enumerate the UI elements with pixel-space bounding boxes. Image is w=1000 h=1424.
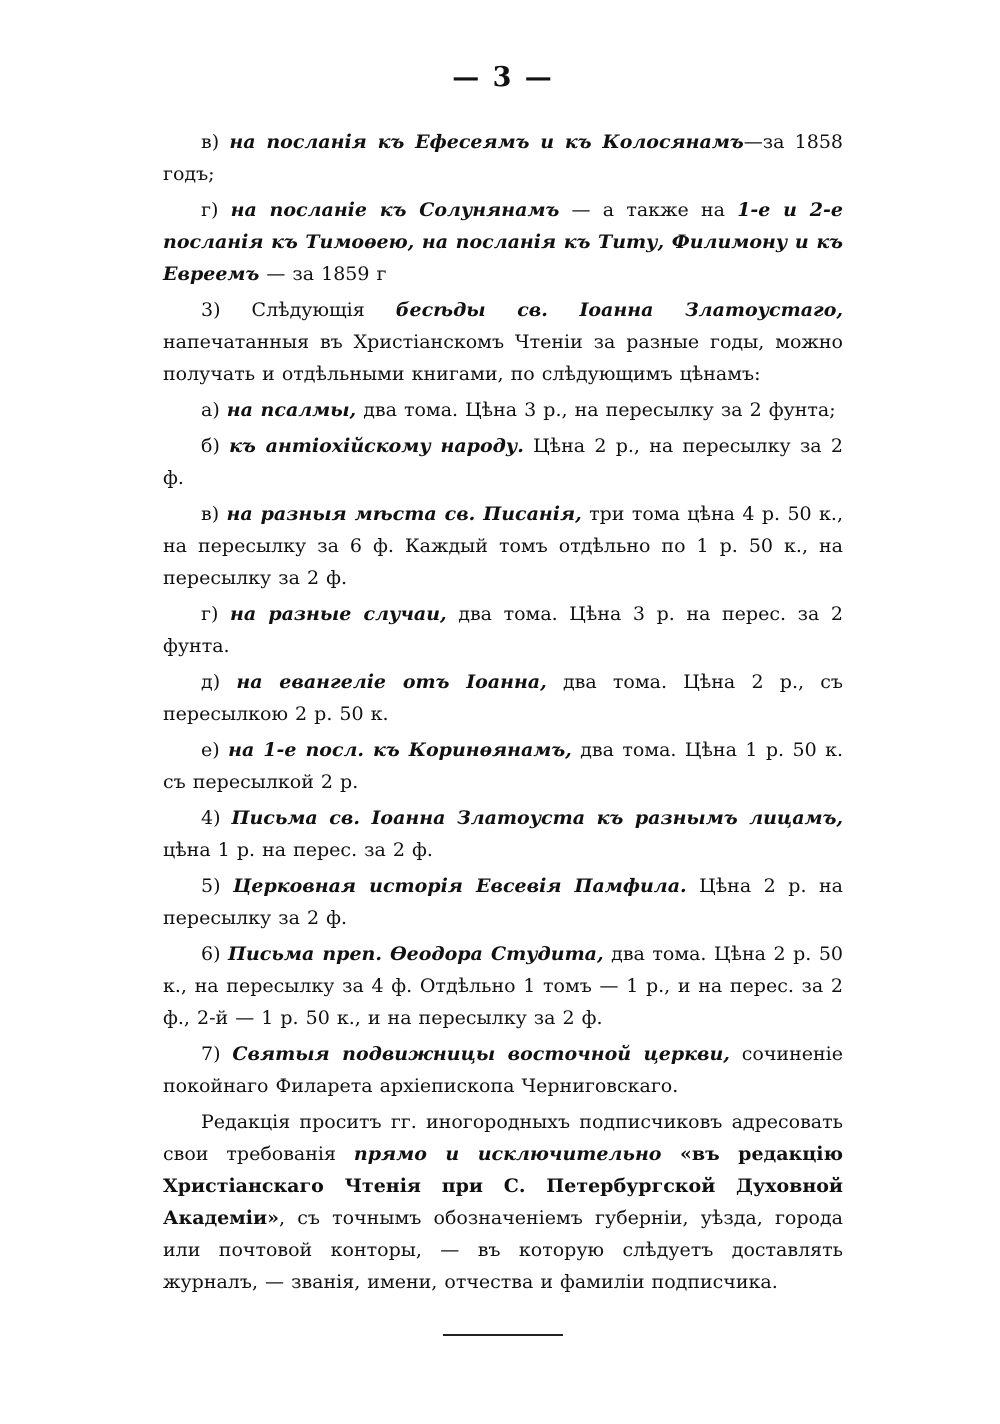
item-prefix: в) bbox=[201, 131, 230, 153]
item-text: три тома цѣна 4 р. 50 к., на пересылку за 6 ф. Каждый томъ отдѣльно по 1 р. 50 к., на пересылку за 2 ф. bbox=[163, 503, 843, 589]
list-item-4 bbox=[163, 802, 843, 866]
closing-paragraph bbox=[163, 1106, 843, 1298]
item-prefix: 4) bbox=[201, 807, 232, 829]
item-prefix: д) bbox=[201, 671, 237, 693]
list-item-6 bbox=[163, 938, 843, 1034]
item-text: Цѣна 2 р., на пересылку за 2 ф. bbox=[163, 435, 843, 489]
list-item-v2 bbox=[163, 498, 843, 594]
item-title: на 1-е посл. къ Коринѳянамъ, bbox=[228, 739, 572, 761]
item-title: Святыя подвижницы восточной церкви, bbox=[232, 1043, 730, 1065]
list-item-v bbox=[163, 126, 843, 190]
item-title: на посланія къ Ефесеямъ и къ Колосянамъ bbox=[229, 131, 744, 153]
item-title: къ антіохійскому народу. bbox=[229, 435, 524, 457]
item-text: два тома. Цѣна 2 р., съ пересылкою 2 р. 50 к. bbox=[163, 671, 843, 725]
end-divider bbox=[443, 1334, 563, 1336]
item-text: сочиненіе покойнаго Филарета архіепископа Черниговскаго. bbox=[163, 1043, 843, 1097]
list-item-5 bbox=[163, 870, 843, 934]
list-item-g bbox=[163, 194, 843, 290]
item-text: напечатанныя въ Христіанскомъ Чтеніи за разные годы, можно получать и отдѣльными книгами, по слѣдующимъ цѣнамъ: bbox=[163, 331, 843, 385]
item-title: на разные случаи, bbox=[229, 603, 447, 625]
page-number: — 3 — bbox=[452, 62, 554, 93]
item-title: Письма преп. Ѳеодора Студита, bbox=[228, 943, 604, 965]
list-item-d bbox=[163, 666, 843, 730]
list-item-a bbox=[163, 394, 843, 426]
list-item-b bbox=[163, 430, 843, 494]
item-text: цѣна 1 р. на перес. за 2 ф. bbox=[163, 839, 433, 861]
item-prefix: г) bbox=[201, 199, 231, 221]
closing-text: , съ точнымъ обозначеніемъ губерніи, уѣзда, города или почтовой конторы, — въ которую слѣдуетъ доставлять журналъ, — званія, имени, отчества и фамиліи подписчика. bbox=[163, 1207, 843, 1293]
item-title: на разныя мѣста св. Писанія, bbox=[226, 503, 582, 525]
item-text: два тома. Цѣна 1 р. 50 к. съ пересылкой 2 р. bbox=[163, 739, 843, 793]
item-text: два тома. Цѣна 2 р. 50 к., на пересылку за 4 ф. Отдѣльно 1 томъ — 1 р., и на перес. за 2 ф., 2-й — 1 р. 50 к., и на пересылку за 2 ф. bbox=[163, 943, 844, 1029]
item-prefix: б) bbox=[201, 435, 230, 457]
item-prefix: г) bbox=[201, 603, 230, 625]
item-title-2: 1-е и 2-е посланія къ Тимоѳею, на посланія къ Титу, Филимону и къ Евреемъ bbox=[163, 199, 843, 285]
item-text: два тома. Цѣна 3 р., на пересылку за 2 фунта; bbox=[356, 399, 836, 421]
item-text: — а также на bbox=[559, 199, 738, 221]
item-prefix: в) bbox=[201, 503, 227, 525]
item-title: бесѣды св. Іоанна Златоустаго, bbox=[395, 299, 843, 321]
list-item-3 bbox=[163, 294, 843, 390]
item-prefix: 7) bbox=[201, 1043, 233, 1065]
item-title: на псалмы, bbox=[226, 399, 357, 421]
item-text: Цѣна 2 р. на пересылку за 2 ф. bbox=[163, 875, 843, 929]
item-prefix: е) bbox=[201, 739, 229, 761]
item-title: на посланіе къ Солунянамъ bbox=[230, 199, 560, 221]
list-item-g2 bbox=[163, 598, 843, 662]
list-item-e bbox=[163, 734, 843, 798]
closing-emphasis: прямо и исключительно bbox=[353, 1143, 662, 1165]
item-title: Письма св. Іоанна Златоуста къ разнымъ лицамъ, bbox=[231, 807, 843, 829]
item-title: Церковная исторія Евсевія Памфила. bbox=[233, 875, 687, 897]
item-text: два тома. Цѣна 3 р. на перес. за 2 фунта. bbox=[163, 603, 843, 657]
item-text: —за 1858 годъ; bbox=[163, 131, 843, 185]
closing-address: «въ редакцію Христіанскаго Чтенія при С. Петербургской Духовной Академіи» bbox=[163, 1143, 843, 1229]
item-prefix: 3) Слѣдующія bbox=[201, 299, 396, 321]
item-title: на евангеліе отъ Іоанна, bbox=[236, 671, 547, 693]
document-page bbox=[163, 58, 843, 1336]
item-prefix: а) bbox=[201, 399, 227, 421]
item-prefix: 6) bbox=[201, 943, 229, 965]
item-text: — за 1859 г bbox=[259, 263, 387, 285]
closing-text: Редакція проситъ гг. иногородныхъ подписчиковъ адресовать свои требованія bbox=[163, 1111, 843, 1165]
list-item-7 bbox=[163, 1038, 843, 1102]
item-prefix: 5) bbox=[201, 875, 234, 897]
